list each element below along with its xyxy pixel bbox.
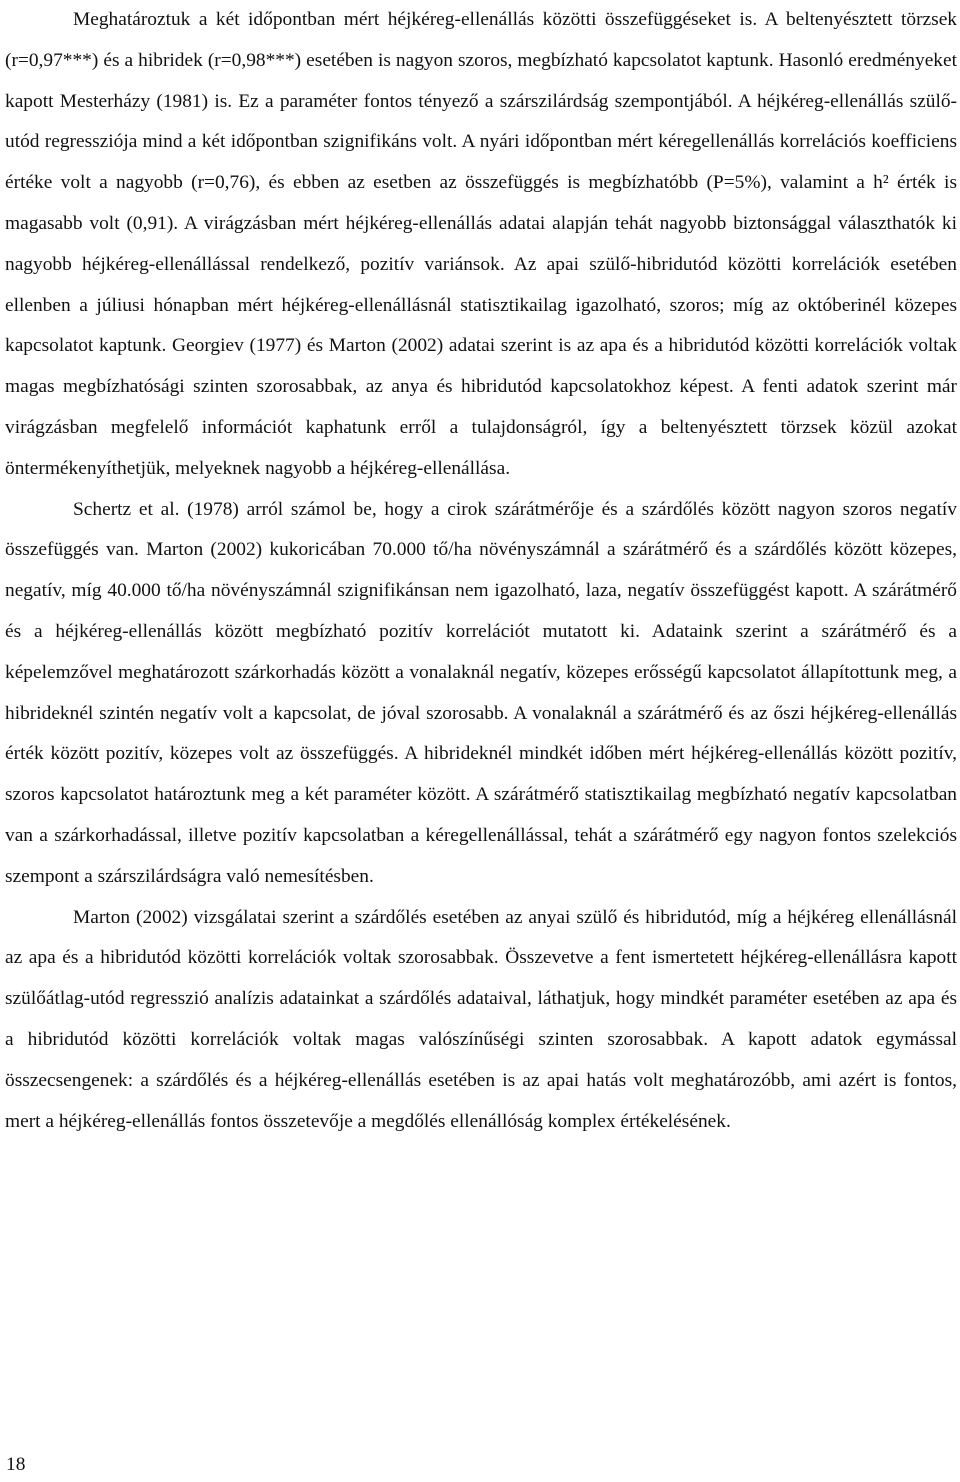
- body-text: [5, 0, 957, 1142]
- page-number: 18: [6, 1454, 26, 1475]
- paragraph-2: Schertz et al. (1978) arról számol be, hogy a cirok szárátmérője és a szárdőlés között nagyon szoros negatív összefüggés van. Marton (2002) kukoricában 70.000 tő/ha növényszámnál a szárátmérő és a szárdőlés között közepes, negatív, míg 40.000 tő/ha növényszámnál szignifikánsan nem igazolható, laza, negatív összefüggést kapott. A szárátmérő és a héjkéreg-ellenállás között megbízható pozitív korrelációt mutatott ki. Adataink szerint a szárátmérő és a képelemzővel meghatározott szárkorhadás között a vonalaknál negatív, közepes erősségű kapcsolatot állapítottunk meg, a hibrideknél szintén negatív volt a kapcsolat, de jóval szorosabb. A vonalaknál a szárátmérő és az őszi héjkéreg-ellenállás érték között pozitív, közepes volt az összefüggés. A hibrideknél mindkét időben mért héjkéreg-ellenállás között pozitív, szoros kapcsolatot határoztunk meg a két paraméter között. A szárátmérő statisztikailag megbízható negatív kapcsolatban van a szárkorhadással, illetve pozitív kapcsolatban a kéregellenállással, tehát a szárátmérő egy nagyon fontos szelekciós szempont a szárszilárdságra való nemesítésben.: [5, 498, 957, 887]
- paragraph-3: Marton (2002) vizsgálatai szerint a szárdőlés esetében az anyai szülő és hibridutód, míg a héjkéreg ellenállásnál az apa és a hibridutód közötti korrelációk voltak szorosabbak. Összevetve a fent ismertetett héjkéreg-ellenállásra kapott szülőátlag-utód regresszió analízis adatainkat a szárdőlés adataival, láthatjuk, hogy mindkét paraméter esetében az apa és a hibridutód közötti korrelációk voltak magas valószínűségi szinten szorosabbak. A kapott adatok egymással összecsengenek: a szárdőlés és a héjkéreg-ellenállás esetében is az apai hatás volt meghatározóbb, ami azért is fontos, mert a héjkéreg-ellenállás fontos összetevője a megdőlés ellenállóság komplex értékelésének.: [5, 906, 957, 1132]
- paragraph-1: Meghatároztuk a két időpontban mért héjkéreg-ellenállás közötti összefüggéseket is. A beltenyésztett törzsek (r=0,97***) és a hibridek (r=0,98***) esetében is nagyon szoros, megbízható kapcsolatot kaptunk. Hasonló eredményeket kapott Mesterházy (1981) is. Ez a paraméter fontos tényező a szárszilárdság szempontjából. A héjkéreg-ellenállás szülő-utód regressziója mind a két időpontban szignifikáns volt. A nyári időpontban mért kéregellenállás korrelációs koefficiens értéke volt a nagyobb (r=0,76), és ebben az esetben az összefüggés is megbízhatóbb (P=5%), valamint a h² érték is magasabb volt (0,91). A virágzásban mért héjkéreg-ellenállás adatai alapján tehát nagyobb biztonsággal választhatók ki nagyobb héjkéreg-ellenállással rendelkező, pozitív variánsok. Az apai szülő-hibridutód közötti korrelációk esetében ellenben a júliusi hónapban mért héjkéreg-ellenállásnál statisztikailag igazolható, szoros; míg az októberinél közepes kapcsolatot kaptunk. Georgiev (1977) és Marton (2002) adatai szerint is az apa és a hibridutód közötti korrelációk voltak magas megbízhatósági szinten szorosabbak, az anya és hibridutód kapcsolatokhoz képest. A fenti adatok szerint már virágzásban megfelelő információt kaphatunk erről a tulajdonságról, így a beltenyésztett törzsek közül azokat öntermékenyíthetjük, melyeknek nagyobb a héjkéreg-ellenállása.: [5, 9, 957, 479]
